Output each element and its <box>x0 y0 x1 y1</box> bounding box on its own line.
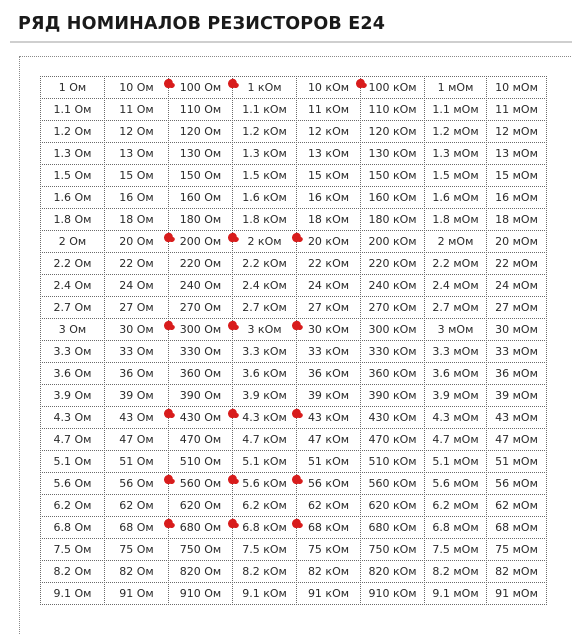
table-cell: 430 Ом <box>168 406 233 429</box>
table-cell: 750 Ом <box>168 538 233 561</box>
table-cell: 12 Ом <box>104 120 169 143</box>
table-cell: 130 кОм <box>360 142 425 165</box>
table-cell: 13 кОм <box>296 142 361 165</box>
table-cell: 620 кОм <box>360 494 425 517</box>
table-cell: 1 мОм <box>424 76 487 99</box>
table-cell: 75 Ом <box>104 538 169 561</box>
table-cell: 12 кОм <box>296 120 361 143</box>
table-cell: 20 мОм <box>486 230 547 253</box>
resistor-values-table <box>41 76 547 604</box>
table-cell: 82 Ом <box>104 560 169 583</box>
table-cell: 27 кОм <box>296 296 361 319</box>
table-cell: 91 мОм <box>486 582 547 605</box>
table-cell: 3.3 кОм <box>232 340 297 363</box>
table-cell: 120 кОм <box>360 120 425 143</box>
table-cell: 680 Ом <box>168 516 233 539</box>
table-cell: 18 кОм <box>296 208 361 231</box>
table-cell: 1.2 мОм <box>424 120 487 143</box>
table-cell: 7.5 Ом <box>40 538 105 561</box>
table-cell: 43 кОм <box>296 406 361 429</box>
table-cell: 8.2 Ом <box>40 560 105 583</box>
table-cell: 4.3 кОм <box>232 406 297 429</box>
table-cell: 2.7 Ом <box>40 296 105 319</box>
table-cell: 2.4 Ом <box>40 274 105 297</box>
table-cell: 68 Ом <box>104 516 169 539</box>
table-cell: 47 Ом <box>104 428 169 451</box>
table-cell: 22 кОм <box>296 252 361 275</box>
table-cell: 3.6 мОм <box>424 362 487 385</box>
table-cell: 24 мОм <box>486 274 547 297</box>
table-cell: 13 мОм <box>486 142 547 165</box>
table-cell: 16 мОм <box>486 186 547 209</box>
table-cell: 220 Ом <box>168 252 233 275</box>
title-divider <box>10 41 572 43</box>
table-cell: 240 Ом <box>168 274 233 297</box>
table-cell: 16 Ом <box>104 186 169 209</box>
table-cell: 390 кОм <box>360 384 425 407</box>
table-cell: 43 мОм <box>486 406 547 429</box>
table-cell: 1.8 мОм <box>424 208 487 231</box>
table-cell: 1.1 кОм <box>232 98 297 121</box>
table-cell: 2.2 мОм <box>424 252 487 275</box>
table-cell: 39 мОм <box>486 384 547 407</box>
table-cell: 51 мОм <box>486 450 547 473</box>
table-cell: 27 мОм <box>486 296 547 319</box>
table-cell: 200 Ом <box>168 230 233 253</box>
table-cell: 2 Ом <box>40 230 105 253</box>
table-cell: 100 Ом <box>168 76 233 99</box>
table-cell: 47 мОм <box>486 428 547 451</box>
table-cell: 39 Ом <box>104 384 169 407</box>
table-cell: 3.9 Ом <box>40 384 105 407</box>
table-cell: 330 Ом <box>168 340 233 363</box>
table-cell: 6.8 мОм <box>424 516 487 539</box>
table-cell: 2.2 Ом <box>40 252 105 275</box>
table-cell: 24 Ом <box>104 274 169 297</box>
table-cell: 150 кОм <box>360 164 425 187</box>
table-cell: 680 кОм <box>360 516 425 539</box>
table-cell: 1.8 кОм <box>232 208 297 231</box>
table-cell: 3.3 мОм <box>424 340 487 363</box>
table-cell: 330 кОм <box>360 340 425 363</box>
table-cell: 7.5 кОм <box>232 538 297 561</box>
table-cell: 2.7 мОм <box>424 296 487 319</box>
table-cell: 30 Ом <box>104 318 169 341</box>
table-cell: 33 кОм <box>296 340 361 363</box>
table-cell: 750 кОм <box>360 538 425 561</box>
table-cell: 1.6 кОм <box>232 186 297 209</box>
table-cell: 1.1 Ом <box>40 98 105 121</box>
table-cell: 2 кОм <box>232 230 297 253</box>
table-cell: 160 Ом <box>168 186 233 209</box>
table-cell: 160 кОм <box>360 186 425 209</box>
table-cell: 1.5 кОм <box>232 164 297 187</box>
table-cell: 360 кОм <box>360 362 425 385</box>
table-cell: 510 кОм <box>360 450 425 473</box>
table-cell: 6.2 Ом <box>40 494 105 517</box>
table-cell: 5.1 кОм <box>232 450 297 473</box>
table-cell: 110 Ом <box>168 98 233 121</box>
table-cell: 20 Ом <box>104 230 169 253</box>
table-cell: 9.1 кОм <box>232 582 297 605</box>
table-cell: 18 мОм <box>486 208 547 231</box>
table-cell: 100 кОм <box>360 76 425 99</box>
table-cell: 3.9 мОм <box>424 384 487 407</box>
table-cell: 180 Ом <box>168 208 233 231</box>
table-cell: 910 кОм <box>360 582 425 605</box>
table-cell: 430 кОм <box>360 406 425 429</box>
table-cell: 56 мОм <box>486 472 547 495</box>
table-cell: 560 кОм <box>360 472 425 495</box>
table-cell: 4.7 мОм <box>424 428 487 451</box>
page-title: РЯД НОМИНАЛОВ РЕЗИСТОРОВ Е24 <box>18 14 386 34</box>
table-cell: 200 кОм <box>360 230 425 253</box>
table-cell: 2.4 мОм <box>424 274 487 297</box>
table-cell: 82 кОм <box>296 560 361 583</box>
table-cell: 5.6 мОм <box>424 472 487 495</box>
table-cell: 120 Ом <box>168 120 233 143</box>
table-cell: 1 кОм <box>232 76 297 99</box>
table-cell: 8.2 кОм <box>232 560 297 583</box>
table-cell: 36 мОм <box>486 362 547 385</box>
table-cell: 75 кОм <box>296 538 361 561</box>
table-cell: 620 Ом <box>168 494 233 517</box>
table-cell: 4.7 Ом <box>40 428 105 451</box>
table-cell: 22 мОм <box>486 252 547 275</box>
table-cell: 2.4 кОм <box>232 274 297 297</box>
table-cell: 10 мОм <box>486 76 547 99</box>
table-cell: 24 кОм <box>296 274 361 297</box>
table-cell: 1.1 мОм <box>424 98 487 121</box>
table-cell: 9.1 Ом <box>40 582 105 605</box>
table-cell: 62 кОм <box>296 494 361 517</box>
table-cell: 75 мОм <box>486 538 547 561</box>
table-cell: 1.2 Ом <box>40 120 105 143</box>
table-cell: 1.5 Ом <box>40 164 105 187</box>
table-cell: 3.6 кОм <box>232 362 297 385</box>
table-cell: 43 Ом <box>104 406 169 429</box>
table-cell: 22 Ом <box>104 252 169 275</box>
table-cell: 47 кОм <box>296 428 361 451</box>
table-cell: 20 кОм <box>296 230 361 253</box>
table-cell: 360 Ом <box>168 362 233 385</box>
table-cell: 33 Ом <box>104 340 169 363</box>
table-cell: 4.3 мОм <box>424 406 487 429</box>
table-cell: 8.2 мОм <box>424 560 487 583</box>
table-cell: 130 Ом <box>168 142 233 165</box>
table-cell: 10 Ом <box>104 76 169 99</box>
table-cell: 62 Ом <box>104 494 169 517</box>
table-cell: 6.8 Ом <box>40 516 105 539</box>
table-cell: 68 мОм <box>486 516 547 539</box>
table-cell: 1.3 Ом <box>40 142 105 165</box>
table-cell: 820 Ом <box>168 560 233 583</box>
table-cell: 150 Ом <box>168 164 233 187</box>
table-cell: 15 Ом <box>104 164 169 187</box>
table-cell: 3.3 Ом <box>40 340 105 363</box>
table-cell: 1.8 Ом <box>40 208 105 231</box>
table-cell: 39 кОм <box>296 384 361 407</box>
table-cell: 220 кОм <box>360 252 425 275</box>
table-cell: 300 кОм <box>360 318 425 341</box>
table-cell: 6.8 кОм <box>232 516 297 539</box>
table-cell: 1.3 кОм <box>232 142 297 165</box>
table-cell: 1.3 мОм <box>424 142 487 165</box>
table-cell: 1.6 мОм <box>424 186 487 209</box>
table-cell: 270 Ом <box>168 296 233 319</box>
table-cell: 9.1 мОм <box>424 582 487 605</box>
table-cell: 470 кОм <box>360 428 425 451</box>
table-cell: 56 Ом <box>104 472 169 495</box>
table-cell: 270 кОм <box>360 296 425 319</box>
table-cell: 30 мОм <box>486 318 547 341</box>
table-cell: 56 кОм <box>296 472 361 495</box>
table-cell: 18 Ом <box>104 208 169 231</box>
table-cell: 36 кОм <box>296 362 361 385</box>
table-cell: 30 кОм <box>296 318 361 341</box>
table-cell: 560 Ом <box>168 472 233 495</box>
table-cell: 820 кОм <box>360 560 425 583</box>
table-cell: 11 Ом <box>104 98 169 121</box>
table-cell: 1.6 Ом <box>40 186 105 209</box>
table-cell: 11 кОм <box>296 98 361 121</box>
table-cell: 3.6 Ом <box>40 362 105 385</box>
table-cell: 82 мОм <box>486 560 547 583</box>
table-cell: 3 Ом <box>40 318 105 341</box>
table-cell: 11 мОм <box>486 98 547 121</box>
table-cell: 510 Ом <box>168 450 233 473</box>
table-cell: 12 мОм <box>486 120 547 143</box>
table-cell: 5.6 Ом <box>40 472 105 495</box>
table-cell: 51 кОм <box>296 450 361 473</box>
table-cell: 2 мОм <box>424 230 487 253</box>
table-cell: 27 Ом <box>104 296 169 319</box>
table-cell: 5.6 кОм <box>232 472 297 495</box>
table-cell: 6.2 мОм <box>424 494 487 517</box>
table-cell: 5.1 Ом <box>40 450 105 473</box>
table-cell: 1.5 мОм <box>424 164 487 187</box>
table-cell: 33 мОм <box>486 340 547 363</box>
table-cell: 390 Ом <box>168 384 233 407</box>
table-cell: 91 кОм <box>296 582 361 605</box>
table-cell: 240 кОм <box>360 274 425 297</box>
table-cell: 110 кОм <box>360 98 425 121</box>
table-cell: 36 Ом <box>104 362 169 385</box>
table-cell: 910 Ом <box>168 582 233 605</box>
table-cell: 1.2 кОм <box>232 120 297 143</box>
table-cell: 3.9 кОм <box>232 384 297 407</box>
table-cell: 5.1 мОм <box>424 450 487 473</box>
table-cell: 3 кОм <box>232 318 297 341</box>
table-cell: 15 кОм <box>296 164 361 187</box>
table-cell: 7.5 мОм <box>424 538 487 561</box>
table-cell: 4.7 кОм <box>232 428 297 451</box>
table-cell: 51 Ом <box>104 450 169 473</box>
table-cell: 15 мОм <box>486 164 547 187</box>
table-cell: 6.2 кОм <box>232 494 297 517</box>
table-cell: 180 кОм <box>360 208 425 231</box>
table-cell: 91 Ом <box>104 582 169 605</box>
table-cell: 10 кОм <box>296 76 361 99</box>
table-cell: 13 Ом <box>104 142 169 165</box>
table-cell: 68 кОм <box>296 516 361 539</box>
table-cell: 300 Ом <box>168 318 233 341</box>
table-cell: 2.2 кОм <box>232 252 297 275</box>
table-cell: 16 кОм <box>296 186 361 209</box>
table-cell: 4.3 Ом <box>40 406 105 429</box>
table-cell: 62 мОм <box>486 494 547 517</box>
table-cell: 470 Ом <box>168 428 233 451</box>
table-cell: 2.7 кОм <box>232 296 297 319</box>
table-cell: 3 мОм <box>424 318 487 341</box>
table-cell: 1 Ом <box>40 76 105 99</box>
